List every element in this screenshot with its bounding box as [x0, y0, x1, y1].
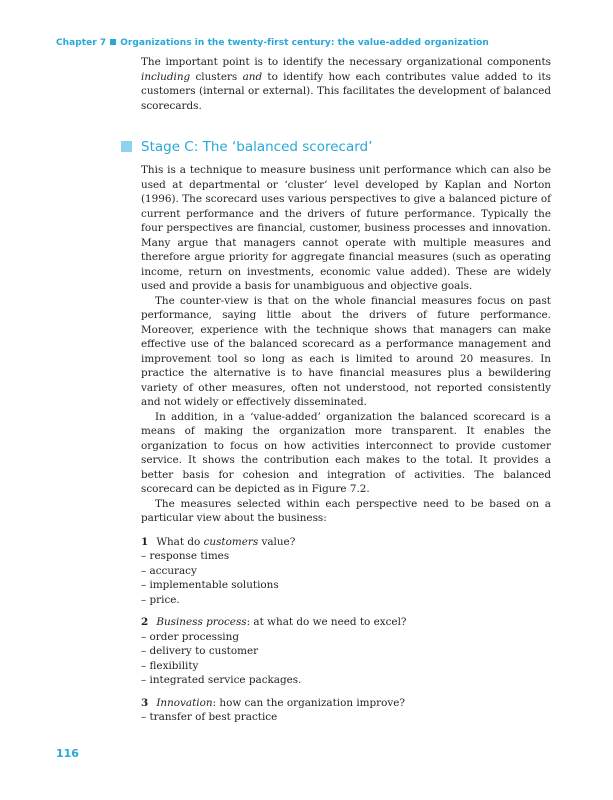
intro-text-b: clusters [190, 70, 243, 83]
list-item-lead-rest: : at what do we need to excel? [246, 616, 407, 628]
list-item-emphasis: Innovation [156, 696, 213, 709]
list-sub-item: – flexibility [141, 659, 199, 672]
chapter-title: Organizations in the twenty-first century: the value-added organization [120, 38, 489, 48]
list-item [141, 615, 551, 688]
list-sub-item: – integrated service packages. [141, 674, 302, 686]
list-item-number: 1 [141, 535, 149, 548]
intro-text-a: The important point is to identify the necessary organizational components [141, 56, 551, 68]
list-item-number: 3 [141, 696, 149, 709]
list-item-number: 2 [141, 616, 149, 628]
list-sub-item: – accuracy [141, 564, 197, 577]
section-paragraph-1: This is a technique to measure business unit performance which can also be used at departmental or ‘cluster’ level developed by Kaplan and Norton (1996). The scorecard uses various perspectives to give a balanced picture of current performance and the drivers of future performance. Typically the four perspectives are financial, customer, business processes and innovation. Many argue that managers cannot operate with multiple measures and therefore argue priority for aggregate financial measures (such as operating income, return on investments, economic value added). These are widely used and provide a basis for unambiguous and objective goals. [141, 164, 551, 292]
page-number: 116 [56, 747, 79, 760]
list-item [141, 696, 551, 725]
list-item [141, 535, 551, 608]
list-item-lead-rest: : how can the organization improve? [212, 696, 405, 709]
list-item-emphasis: customers [203, 535, 259, 548]
intro-text-c: to identify how each contributes value added to its customers (internal or external). This facilitates the development of balanced scorecards. [141, 70, 551, 112]
section-paragraph-2: The counter-view is that on the whole financial measures focus on past performance, saying little about the drivers of future performance. Moreover, experience with the technique shows that managers can make effective use of the balanced scorecard as a performance management and improvement tool so long as each is limited to around 20 measures. In practice the alternative is to have financial measures plus a bewildering variety of other measures, often not understood, not reported consistently and not widely or effectively disseminated. [141, 294, 551, 408]
list-item-emphasis: Business process [156, 616, 247, 628]
list-sub-item: – response times [141, 550, 230, 562]
intro-emphasis-and: and [242, 70, 263, 83]
running-head [56, 38, 489, 48]
square-bullet-icon [110, 39, 116, 45]
list-sub-item: – delivery to customer [141, 645, 259, 657]
intro-emphasis-including: including [141, 70, 191, 83]
section-paragraph-3: In addition, in a ‘value-added’ organization the balanced scorecard is a means of making the organization more transparent. It enables the organization to focus on how activities interconnect to provide customer service. It shows the contribution each makes to the total. It provides a better basis for cohesion and integration of activities. The balanced scorecard can be depicted as in Figure 7.2. [141, 410, 551, 495]
chapter-label: Chapter 7 [56, 38, 107, 48]
list-sub-item: – order processing [141, 630, 239, 643]
list-item-lead-rest: value? [258, 535, 296, 548]
perspective-list [141, 535, 551, 725]
list-sub-item: – price. [141, 593, 180, 606]
intro-paragraph-block [141, 55, 551, 113]
section-body [141, 163, 551, 733]
heading-square-icon [121, 141, 132, 152]
list-item-lead: What do [156, 535, 204, 548]
section-heading [121, 139, 561, 155]
list-sub-item: – transfer of best practice [141, 711, 278, 723]
intro-paragraph [141, 55, 551, 113]
list-sub-item: – implementable solutions [141, 579, 279, 591]
section-paragraph-4: The measures selected within each perspective need to be based on a particular view about the business: [141, 497, 551, 524]
section-heading-text: Stage C: The ‘balanced scorecard’ [141, 139, 373, 155]
